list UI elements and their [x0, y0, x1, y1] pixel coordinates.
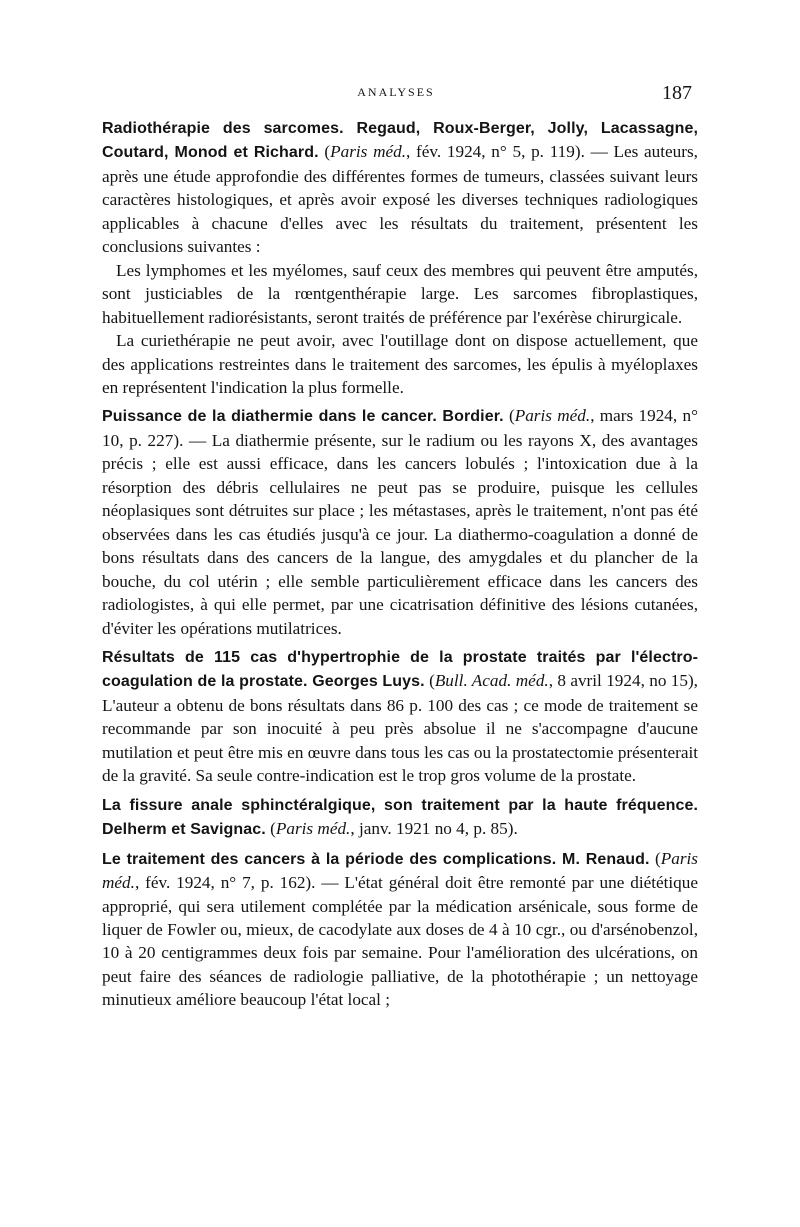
- article-diathermie-cancer: [102, 404, 698, 640]
- article-lead-paragraph: [102, 793, 698, 842]
- reference-and-summary: , janv. 1921 no 4, p. 85).: [350, 819, 518, 839]
- article-paragraph: Les lymphomes et les myélomes, sauf ceux des membres qui peuvent être amputés, sont justiciables de la rœntgenthérapie large. Les sarcomes fibroplastiques, habituellement radiorésistants, seront traités de préférence par l'exérèse chirurgicale.: [102, 260, 698, 327]
- reference-and-summary: , 8 avril 1924, no 15), L'auteur a obtenu de bons résultats dans 86 p. 100 des cas ; ce mode de traitement se recommande par son inocuité à peu près absolue il ne s'accompagne d'aucune mutilation et peut être mis en œuvre dans tous les cas ou la prostatectomie présenterait de la gravité. Sa seule contre-indication est le trop gros volume de la prostate.: [102, 671, 698, 786]
- article-title: Le traitement des cancers à la période des complications. M. Renaud.: [102, 850, 650, 868]
- journal-name: Paris méd.: [102, 848, 698, 893]
- article-paragraph: La curiethérapie ne peut avoir, avec l'outillage dont on dispose actuellement, que des applications restreintes dans le traitement des sarcomes, les épulis à myéloplaxes en représentent l'indication la plus formelle.: [102, 331, 698, 397]
- analyses-list: [102, 116, 698, 1017]
- journal-name: Bull. Acad. méd.: [434, 671, 549, 691]
- article-hypertrophie-prostate: [102, 645, 698, 788]
- reference-open: (: [503, 406, 515, 426]
- reference-open: (: [318, 142, 331, 162]
- article-title: La fissure anale sphinctéralgique, son traitement par la haute fréquence. Delherm et Savignac.: [102, 796, 698, 839]
- running-title: ANALYSES: [357, 85, 435, 99]
- page-header: [100, 82, 692, 106]
- page-number: 187: [662, 82, 692, 104]
- article-lead-paragraph: [102, 847, 698, 1012]
- article-lead-paragraph: [102, 645, 698, 788]
- article-traitement-cancers-complications: [102, 847, 698, 1012]
- article-fissure-anale: [102, 793, 698, 842]
- article-title: Radiothérapie des sarcomes. Regaud, Roux-Berger, Jolly, Lacassagne, Coutard, Monod et Richard.: [102, 120, 698, 162]
- article-title: Puissance de la diathermie dans le cancer. Bordier.: [102, 408, 504, 426]
- reference-and-summary: , mars 1924, n° 10, p. 227). — La diathermie présente, sur le radium ou les rayons X, des avantages précis ; elle est aussi efficace, dans les cancers lobulés ; l'intoxication due à la résorption des débris cellulaires ne peut pas se produire, puisque les cellules néoplasiques sont détruites sur place ; les métastases, après le traitement, n'ont pas été observées dans les cas étudiés jusqu'à ce jour. La diathermo-coagulation a donné de bons résultats dans des cancers de la langue, des amygdales et du plancher de la bouche, du col utérin ; elle semble particulièrement efficace dans les cancers des radiologistes, à qui elle permet, par une cicatrisation définitive des lésions cutanées, d'éviter les opérations mutilatrices.: [102, 406, 698, 638]
- journal-name: Paris méd.: [514, 406, 591, 426]
- journal-name: Paris méd.: [330, 142, 407, 162]
- reference-and-summary: , fév. 1924, n° 7, p. 162). — L'état général doit être remonté par une diététique approprié, qui sera utilement complétée par la médication arsénicale, sous forme de liquer de Fowler ou, mieux, de cacodylate aux doses de 4 à 10 cgr., ou d'arsénobenzol, 10 à 20 centigrammes deux fois par semaine. Pour l'amélioration des ulcérations, on peut faire des séances de radiologie palliative, de la photothérapie ; un nettoyage minutieux améliore beaucoup l'état local ;: [102, 873, 698, 1010]
- reference-and-summary: , fév. 1924, n° 5, p. 119). — Les auteurs, après une étude approfondie des différentes formes de tumeurs, classées suivant leurs caractères histologiques, et après avoir exposé les diverses techniques radiologiques applicables à chacune d'elles avec les résultats du traitement, présentent les conclusions suivantes :: [102, 142, 698, 257]
- article-lead-paragraph: [102, 116, 698, 259]
- reference-open: (: [424, 671, 435, 691]
- article-radiotherapie-sarcomes: [102, 116, 698, 399]
- journal-name: Paris méd.: [275, 819, 351, 839]
- article-title: Résultats de 115 cas d'hypertrophie de la prostate traités par l'électro-coagulation de la prostate. Georges Luys.: [102, 648, 698, 691]
- article-lead-paragraph: [102, 404, 698, 640]
- reference-open: (: [265, 819, 276, 839]
- reference-open: (: [649, 848, 661, 868]
